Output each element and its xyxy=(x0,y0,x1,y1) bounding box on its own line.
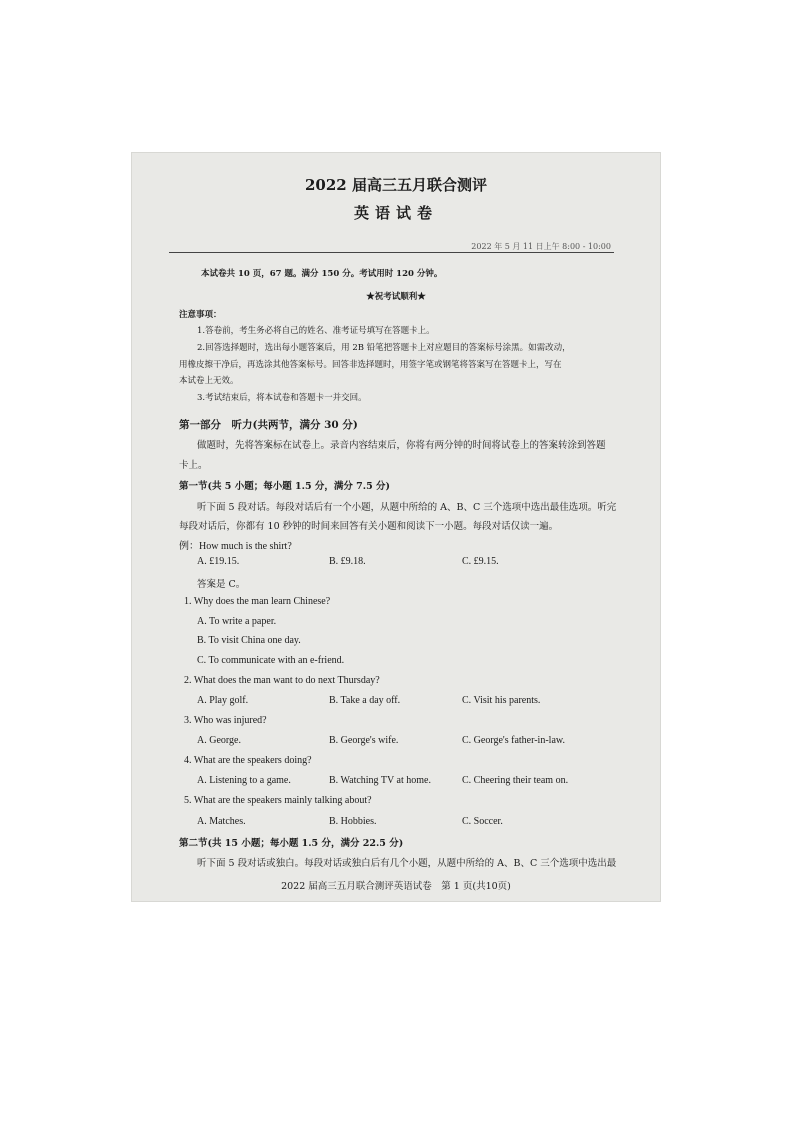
section1-intro-line-1: 听下面 5 段对话。每段对话后有一个小题，从题中所给的 A、B、C 三个选项中选出最佳选项。听完 xyxy=(197,502,617,513)
question-2-option-a: A. Play golf. xyxy=(197,695,249,706)
exam-wish: ★祝考试顺利★ xyxy=(366,292,426,302)
question-3-option-a: A. George. xyxy=(197,735,241,746)
question-4-option-b: B. Watching TV at home. xyxy=(329,775,431,786)
part1-intro-line-1: 做题时，先将答案标在试卷上。录音内容结束后，你将有两分钟的时间将试卷上的答案转涂到答题 xyxy=(197,440,606,451)
question-2-option-b: B. Take a day off. xyxy=(329,695,401,706)
section1-intro-line-2: 每段对话后，你都有 10 秒钟的时间来回答有关小题和阅读下一小题。每段对话仅读一遍。 xyxy=(179,521,559,532)
question-3: 3. Who was injured? xyxy=(184,715,267,726)
part1-heading: 第一部分 听力(共两节，满分 30 分) xyxy=(179,419,358,431)
exam-date: 2022 年 5 月 11 日上午 8:00 - 10:00 xyxy=(471,242,611,251)
example-option-a: A. £19.15. xyxy=(197,556,240,567)
exam-title: 2022 届高三五月联合测评 xyxy=(305,176,487,194)
section2-intro-line-1: 听下面 5 段对话或独白。每段对话或独白后有几个小题，从题中所给的 A、B、C 三个选项中选出最 xyxy=(197,858,617,869)
example-question: 例：How much is the shirt? xyxy=(179,541,292,552)
question-4-option-a: A. Listening to a game. xyxy=(197,775,291,786)
question-1-option-a: A. To write a paper. xyxy=(197,616,277,627)
question-4: 4. What are the speakers doing? xyxy=(184,755,312,766)
question-2-option-c: C. Visit his parents. xyxy=(462,695,541,706)
notes-item-3: 3.考试结束后，将本试卷和答题卡一并交回。 xyxy=(197,393,367,403)
question-5-option-b: B. Hobbies. xyxy=(329,816,377,827)
header-rule xyxy=(169,252,614,253)
question-1-option-b: B. To visit China one day. xyxy=(197,635,301,646)
question-5-option-c: C. Soccer. xyxy=(462,816,503,827)
notes-item-2-line-2: 用橡皮擦干净后，再选涂其他答案标号。回答非选择题时，用签字笔或钢笔将答案写在答题卡上，写在 xyxy=(179,360,562,370)
page-footer: 2022 届高三五月联合测评英语试卷 第 1 页(共10页) xyxy=(281,881,511,892)
exam-summary: 本试卷共 10 页，67 题。满分 150 分。考试用时 120 分钟。 xyxy=(201,269,443,279)
part1-intro-line-2: 卡上。 xyxy=(179,460,208,471)
notes-item-2-line-3: 本试卷上无效。 xyxy=(179,376,239,386)
notes-item-1: 1.答卷前，考生务必将自己的姓名、准考证号填写在答题卡上。 xyxy=(197,326,435,336)
exam-subtitle: 英语试卷 xyxy=(353,204,438,222)
question-1-option-c: C. To communicate with an e-friend. xyxy=(197,655,345,666)
question-4-option-c: C. Cheering their team on. xyxy=(462,775,569,786)
notes-item-2-line-1: 2.回答选择题时，选出每小题答案后，用 2B 铅笔把答题卡上对应题目的答案标号涂黑。如需改动， xyxy=(197,343,571,353)
example-option-c: C. £9.15. xyxy=(462,556,499,567)
question-3-option-c: C. George's father-in-law. xyxy=(462,735,565,746)
section1-heading: 第一节(共 5 小题；每小题 1.5 分，满分 7.5 分) xyxy=(179,481,390,492)
exam-paper xyxy=(131,152,661,902)
question-2: 2. What does the man want to do next Thursday? xyxy=(184,675,380,686)
question-3-option-b: B. George's wife. xyxy=(329,735,399,746)
notes-heading: 注意事项： xyxy=(179,310,222,320)
example-answer: 答案是 C。 xyxy=(197,579,246,590)
question-5-option-a: A. Matches. xyxy=(197,816,246,827)
example-option-b: B. £9.18. xyxy=(329,556,366,567)
question-5: 5. What are the speakers mainly talking about? xyxy=(184,795,372,806)
question-1: 1. Why does the man learn Chinese? xyxy=(184,596,331,607)
section2-heading: 第二节(共 15 小题；每小题 1.5 分，满分 22.5 分) xyxy=(179,838,404,849)
